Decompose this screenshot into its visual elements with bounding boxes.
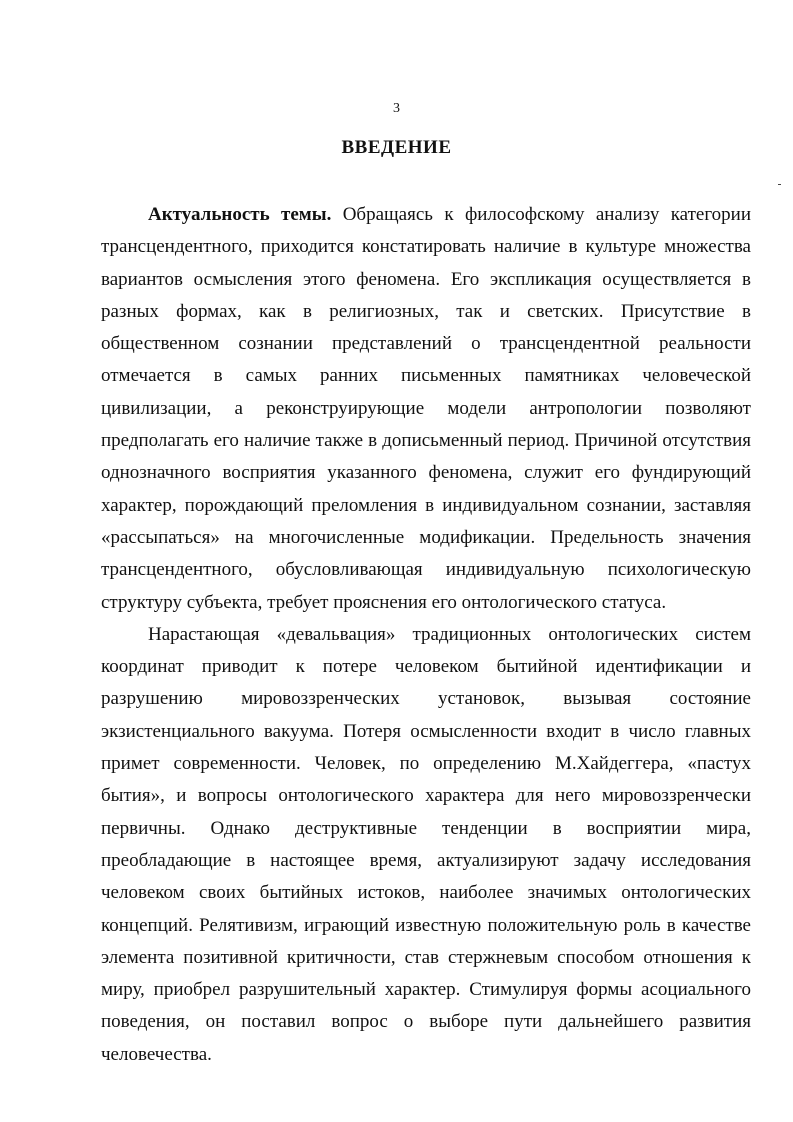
page-title: ВВЕДЕНИЕ	[341, 137, 452, 158]
paragraph-devaluation: Нарастающая «девальвация» традиционных онтологических систем координат приводит к потере человеком бытийной идентификации и разрушению мировоззренческих установок, вызывая состояние экзистенциального вакуума. Потеря осмысленности входит в число главных примет современности. Человек, по определению М.Хайдеггера, «пастух бытия», и вопросы онтологического характера для него мировоззренчески первичны. Однако деструктивные тенденции в восприятии мира, преобладающие в настоящее время, актуализируют задачу исследования человеком своих бытийных истоков, наиболее значимых онтологических концепций. Релятивизм, играющий известную положительную роль в качестве элемента позитивной критичности, став стержневым способом отношения к миру, приобрел разрушительный характер. Стимулируя формы асоциального поведения, он поставил вопрос о выборе пути дальнейшего развития человечества.	[101, 623, 751, 1065]
paragraph-relevance	[101, 199, 751, 619]
paragraph-lead: Актуальность темы.	[148, 204, 332, 225]
paragraph-text: Обращаясь к философскому анализу категории трансцендентного, приходится констатировать наличие в культуре множества вариантов осмысления этого феномена. Его экспликация осуществляется в разных формах, как в религиозных, так и светских. Присутствие в общественном сознании представлений о трансцендентной реальности отмечается в самых ранних письменных памятниках человеческой цивилизации, а реконструирующие модели антропологии позволяют предполагать его наличие также в дописьменный период. Причиной отсутствия однозначного восприятия указанного феномена, служит его фундирующий характер, порождающий преломления в индивидуальном сознании, заставляя «рассыпаться» на многочисленные модификации. Предельность значения трансцендентного, обусловливающая индивидуальную психологическую структуру субъекта, требует прояснения его онтологического статуса.	[101, 204, 751, 613]
page-number: 3	[393, 101, 400, 116]
body-text	[101, 199, 751, 1071]
scan-speck	[778, 184, 781, 185]
